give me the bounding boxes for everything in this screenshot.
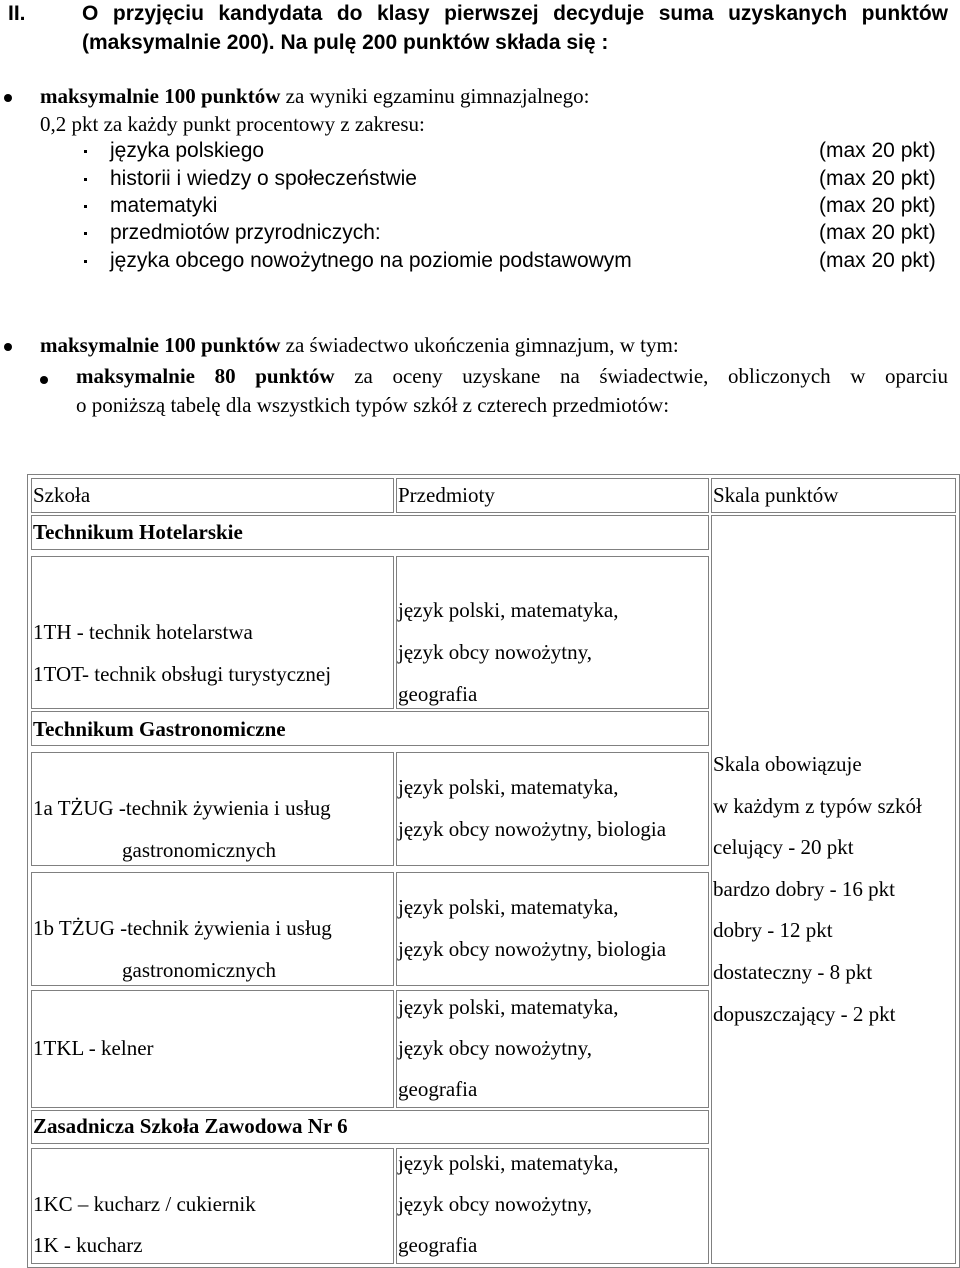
table-header-scale: Skala punktów bbox=[713, 483, 839, 507]
school-text: 1TOT- technik obsługi turystycznej bbox=[33, 662, 332, 686]
scale-text: dostateczny - 8 pkt bbox=[713, 960, 873, 984]
exam-item-label: języka polskiego bbox=[110, 139, 265, 162]
bullet-icon bbox=[4, 94, 12, 102]
subjects-text: język polski, matematyka, bbox=[398, 995, 619, 1019]
exam-item-label: języka obcego nowożytnego na poziomie podstawowym bbox=[110, 249, 632, 272]
group-hotel: Technikum Hotelarskie bbox=[33, 520, 243, 544]
school-text: gastronomicznych bbox=[122, 958, 276, 982]
subjects-text: język polski, matematyka, bbox=[398, 598, 619, 622]
subjects-text: język obcy nowożytny, biologia bbox=[398, 817, 667, 841]
school-text: 1K - kucharz bbox=[33, 1233, 143, 1257]
bullet-icon bbox=[4, 343, 12, 351]
table-cell bbox=[396, 752, 709, 866]
school-text: 1TKL - kelner bbox=[33, 1036, 154, 1060]
exam-item-max: (max 20 pkt) bbox=[819, 139, 936, 162]
subjects-text: język obcy nowożytny, bbox=[398, 1036, 593, 1060]
section-numeral: II. bbox=[8, 2, 26, 25]
square-bullet-icon bbox=[84, 150, 87, 153]
exam-sub: 0,2 pkt za każdy punkt procentowy z zakresu: bbox=[40, 112, 425, 136]
subjects-text: język obcy nowożytny, bbox=[398, 640, 593, 664]
square-bullet-icon bbox=[84, 205, 87, 208]
section-line-2: (maksymalnie 200). Na pulę 200 punktów składa się : bbox=[82, 31, 609, 54]
group-zsz: Zasadnicza Szkoła Zawodowa Nr 6 bbox=[33, 1114, 348, 1138]
school-text: 1KC – kucharz / cukiernik bbox=[33, 1192, 256, 1216]
scale-text: bardzo dobry - 16 pkt bbox=[713, 877, 895, 901]
school-text: gastronomicznych bbox=[122, 838, 276, 862]
table-cell bbox=[396, 872, 709, 986]
subjects-text: język polski, matematyka, bbox=[398, 895, 619, 919]
scale-text: dopuszczający - 2 pkt bbox=[713, 1002, 896, 1026]
exam-line: maksymalnie 100 punktów za wyniki egzaminu gimnazjalnego: bbox=[40, 84, 590, 108]
cert-sub: maksymalnie 80 punktów za oceny uzyskane na świadectwie, obliczonych w oparciu bbox=[76, 364, 949, 388]
bullet-icon bbox=[40, 376, 48, 384]
exam-item-label: przedmiotów przyrodniczych: bbox=[110, 221, 381, 244]
exam-item-max: (max 20 pkt) bbox=[819, 194, 936, 217]
exam-item-max: (max 20 pkt) bbox=[819, 249, 936, 272]
square-bullet-icon bbox=[84, 178, 87, 181]
group-gastro: Technikum Gastronomiczne bbox=[33, 717, 286, 741]
subjects-text: język polski, matematyka, bbox=[398, 1151, 619, 1175]
cert-sub-line-2: o poniższą tabelę dla wszystkich typów szkół z czterech przedmiotów: bbox=[76, 393, 670, 417]
exam-item-max: (max 20 pkt) bbox=[819, 167, 936, 190]
subjects-text: geografia bbox=[398, 682, 478, 706]
exam-item-label: historii i wiedzy o społeczeństwie bbox=[110, 167, 417, 190]
table-header-school: Szkoła bbox=[33, 483, 91, 507]
scale-text: w każdym z typów szkół bbox=[713, 794, 922, 818]
cert-line: maksymalnie 100 punktów za świadectwo ukończenia gimnazjum, w tym: bbox=[40, 333, 679, 357]
school-text: 1b TŻUG -technik żywienia i usług bbox=[33, 916, 332, 940]
scale-text: dobry - 12 pkt bbox=[713, 918, 833, 942]
subjects-text: język obcy nowożytny, biologia bbox=[398, 937, 667, 961]
subjects-text: język obcy nowożytny, bbox=[398, 1192, 593, 1216]
subjects-text: język polski, matematyka, bbox=[398, 775, 619, 799]
school-text: 1TH - technik hotelarstwa bbox=[33, 620, 253, 644]
section-line-1: O przyjęciu kandydata do klasy pierwszej decyduje suma uzyskanych punktów bbox=[82, 2, 948, 25]
exam-item-label: matematyki bbox=[110, 194, 218, 217]
subjects-text: geografia bbox=[398, 1077, 478, 1101]
square-bullet-icon bbox=[84, 260, 87, 263]
subjects-text: geografia bbox=[398, 1233, 478, 1257]
school-text: 1a TŻUG -technik żywienia i usług bbox=[33, 796, 331, 820]
table-header-subjects: Przedmioty bbox=[398, 483, 495, 507]
scale-text: Skala obowiązuje bbox=[713, 752, 862, 776]
scale-text: celujący - 20 pkt bbox=[713, 835, 854, 859]
square-bullet-icon bbox=[84, 232, 87, 235]
exam-item-max: (max 20 pkt) bbox=[819, 221, 936, 244]
